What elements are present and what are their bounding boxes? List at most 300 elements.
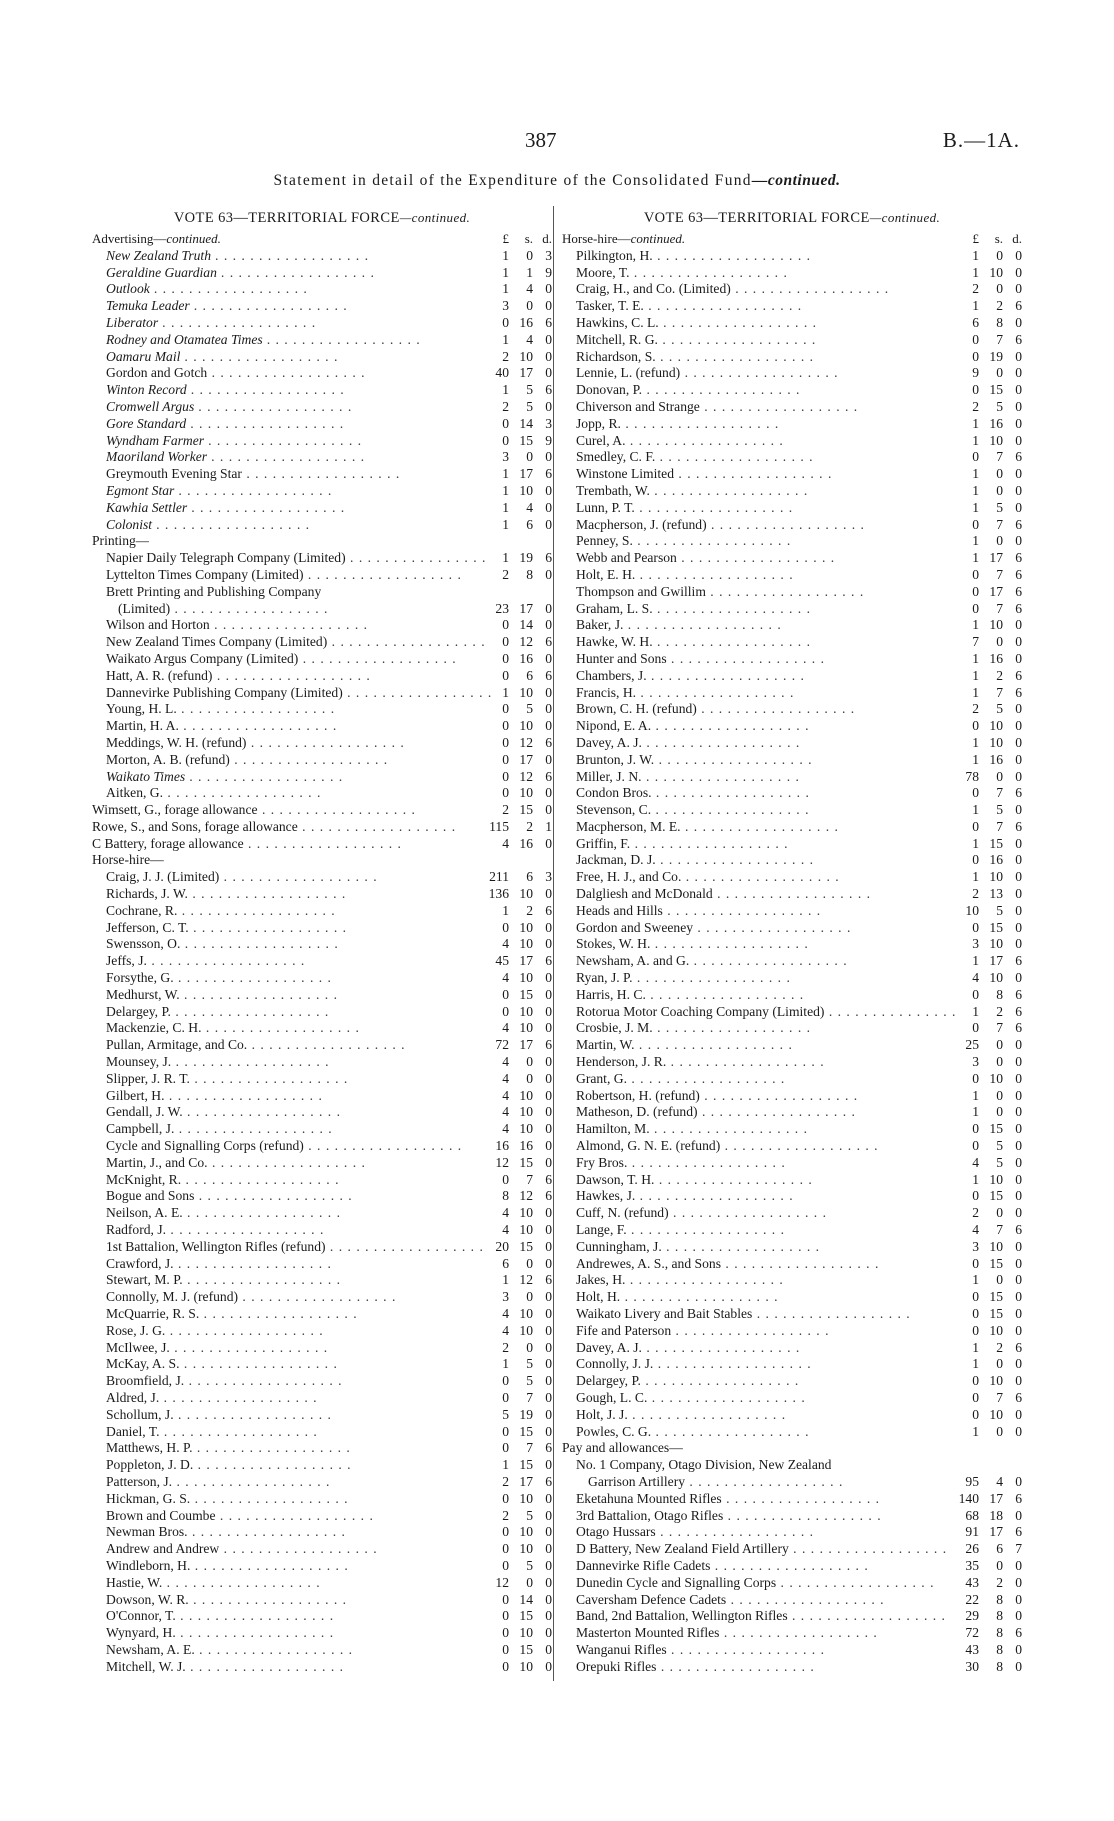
amount: [952, 685, 1022, 702]
payee-label: Brunton, J. W. . .: [576, 752, 813, 769]
expenditure-row: [92, 332, 552, 349]
amount-pounds: 0: [502, 701, 509, 717]
amount-pounds: 40: [495, 365, 509, 381]
expenditure-row: [92, 1155, 552, 1172]
amount-shillings: 16: [519, 1138, 533, 1154]
amount-pence: 6: [1015, 583, 1022, 599]
amount-pence: 0: [545, 1490, 552, 1506]
amount-pence: 0: [545, 1507, 552, 1523]
amount-pounds: 72: [965, 1625, 979, 1641]
amount: [952, 332, 1022, 349]
amount-pounds: 0: [502, 768, 509, 784]
amount-pounds: 0: [972, 1188, 979, 1204]
amount-pence: 0: [545, 684, 552, 700]
amount-shillings: 15: [989, 1121, 1003, 1137]
amount-shillings: 19: [989, 348, 1003, 364]
expenditure-row: [562, 1289, 1022, 1306]
payee-label: Band, 2nd Battalion, Wellington Rifles . .: [576, 1608, 946, 1625]
amount-shillings: 16: [519, 650, 533, 666]
amount-pence: 6: [1015, 298, 1022, 314]
payee-label: Delargey, P. . .: [106, 1004, 329, 1021]
amount-pounds: 1: [972, 247, 979, 263]
expenditure-row: [562, 433, 1022, 450]
amount-pounds: 6: [502, 1255, 509, 1271]
amount-shillings: 10: [519, 718, 533, 734]
payee-label: Brett Printing and Publishing Company: [106, 583, 322, 599]
amount-shillings: 7: [996, 516, 1003, 532]
payee-label: Craig, H., and Co. (Limited) . .: [576, 281, 889, 298]
amount-shillings: 10: [519, 785, 533, 801]
payee-label: Matthews, H. P. . .: [106, 1440, 351, 1457]
amount-pence: 0: [1015, 1272, 1022, 1288]
payee-label: Baker, J. . .: [576, 617, 782, 634]
amount: [482, 886, 552, 903]
amount-shillings: 8: [996, 314, 1003, 330]
expenditure-row: [92, 1508, 552, 1525]
amount-pence: 6: [1015, 1490, 1022, 1506]
amount: [952, 1037, 1022, 1054]
amount-pounds: 2: [502, 802, 509, 818]
amount-pounds: 1: [502, 247, 509, 263]
amount-shillings: 15: [519, 1457, 533, 1473]
amount-pence: 0: [1015, 1154, 1022, 1170]
amount-pence: 0: [545, 718, 552, 734]
amount: [952, 1440, 1022, 1457]
amount-pence: 6: [545, 1037, 552, 1053]
payee-label: Delargey, P. . .: [576, 1373, 799, 1390]
expenditure-row: [562, 533, 1022, 550]
amount: [482, 1306, 552, 1323]
payee-label: Greymouth Evening Star . .: [106, 466, 400, 483]
amount-pounds: 0: [972, 1306, 979, 1321]
expenditure-row: [562, 265, 1022, 282]
right-rows: [562, 248, 1022, 1676]
amount-pence: 6: [1015, 1222, 1022, 1238]
expenditure-row: [92, 449, 552, 466]
payee-label: Fife and Paterson . .: [576, 1323, 829, 1340]
amount-pounds: 0: [502, 1608, 509, 1624]
amount-shillings: 17: [989, 1524, 1003, 1540]
amount: [952, 1659, 1022, 1676]
unit-pence: d.: [1012, 231, 1022, 246]
amount-shillings: 8: [526, 566, 533, 582]
expenditure-row: [562, 1155, 1022, 1172]
amount: [482, 1625, 552, 1642]
amount: [482, 617, 552, 634]
amount: [482, 1071, 552, 1088]
amount-shillings: 14: [519, 1591, 533, 1607]
payee-label: Webb and Pearson . .: [576, 550, 835, 567]
amount-pence: 0: [1015, 852, 1022, 868]
amount-shillings: 5: [526, 1356, 533, 1372]
amount-pounds: 0: [972, 1289, 979, 1305]
amount-pounds: 0: [972, 919, 979, 935]
amount-shillings: 10: [519, 1541, 533, 1557]
expenditure-row: [562, 685, 1022, 702]
amount-pence: 0: [545, 1138, 552, 1154]
amount-pounds: 3: [972, 1238, 979, 1254]
amount-shillings: 10: [989, 617, 1003, 633]
payee-label: Martin, J., and Co. . .: [106, 1155, 366, 1172]
amount-shillings: 10: [989, 1322, 1003, 1338]
amount-pence: 0: [1015, 1289, 1022, 1305]
amount-shillings: 6: [526, 516, 533, 532]
amount-shillings: 10: [989, 734, 1003, 750]
amount-pence: 0: [545, 1406, 552, 1422]
payee-label: Young, H. L. . .: [106, 701, 335, 718]
amount-shillings: 15: [989, 1255, 1003, 1271]
expenditure-row: [92, 1407, 552, 1424]
amount-pence: 0: [545, 1003, 552, 1019]
expenditure-row: [92, 1121, 552, 1138]
amount-pence: 0: [545, 331, 552, 347]
amount: [482, 1188, 552, 1205]
amount-shillings: 15: [519, 1423, 533, 1439]
payee-label: Rowe, S., and Sons, forage allowance . .: [92, 819, 456, 836]
expenditure-row: [92, 852, 552, 869]
payee-label: Crosbie, J. M. . .: [576, 1020, 811, 1037]
expenditure-row: [92, 718, 552, 735]
amount-shillings: 10: [989, 1406, 1003, 1422]
left-section-label: [92, 231, 221, 248]
amount: [952, 1592, 1022, 1609]
expenditure-row: [92, 466, 552, 483]
amount-pence: 0: [1015, 936, 1022, 952]
statement-title-continued: —continued.: [751, 172, 841, 189]
payee-label: Donovan, P. . .: [576, 382, 800, 399]
amount: [952, 1424, 1022, 1441]
amount: [482, 416, 552, 433]
expenditure-row: [562, 1356, 1022, 1373]
expenditure-row: [562, 1608, 1022, 1625]
amount-pence: 6: [1015, 1389, 1022, 1405]
amount: [482, 281, 552, 298]
amount-pence: 0: [1015, 768, 1022, 784]
amount-shillings: 16: [519, 314, 533, 330]
expenditure-row: [562, 886, 1022, 903]
amount-shillings: 0: [526, 247, 533, 263]
amount-pence: 0: [545, 785, 552, 801]
amount: [952, 1172, 1022, 1189]
amount-pence: 0: [1015, 1608, 1022, 1624]
amount-pounds: 20: [495, 1238, 509, 1254]
column-divider: [553, 206, 554, 1681]
amount: [952, 1188, 1022, 1205]
amount-shillings: 10: [519, 1490, 533, 1506]
payee-label: Mounsey, J. . .: [106, 1054, 330, 1071]
amount: [482, 315, 552, 332]
amount-shillings: 1: [526, 264, 533, 280]
amount: [952, 567, 1022, 584]
expenditure-row: [92, 920, 552, 937]
amount: [952, 1642, 1022, 1659]
amount-pence: 0: [1015, 734, 1022, 750]
expenditure-row: [92, 1340, 552, 1357]
amount-pence: 0: [545, 398, 552, 414]
expenditure-row: [92, 1037, 552, 1054]
payee-label: Stokes, W. H. . .: [576, 936, 809, 953]
amount: [952, 399, 1022, 416]
expenditure-row: [92, 819, 552, 836]
amount-pence: 6: [545, 466, 552, 482]
payee-label: Hawkins, C. L. . .: [576, 315, 817, 332]
expenditure-row: [92, 382, 552, 399]
amount-pence: 0: [545, 1356, 552, 1372]
amount-pounds: 1: [502, 516, 509, 532]
right-vote-heading: [562, 207, 1022, 229]
amount-pounds: 1: [972, 499, 979, 515]
amount-pounds: 72: [495, 1037, 509, 1053]
amount-shillings: 0: [996, 768, 1003, 784]
amount-pounds: 1: [972, 617, 979, 633]
amount: [482, 433, 552, 450]
amount-shillings: 0: [996, 1423, 1003, 1439]
amount: [482, 1054, 552, 1071]
expenditure-row: [562, 1625, 1022, 1642]
payee-label: Waikato Times . .: [106, 769, 344, 786]
expenditure-row: [562, 1020, 1022, 1037]
amount-shillings: 4: [526, 281, 533, 297]
amount-pence: 6: [545, 1171, 552, 1187]
amount-shillings: 17: [989, 953, 1003, 969]
amount-pence: 0: [545, 1524, 552, 1540]
amount-pounds: 0: [972, 852, 979, 868]
amount-pounds: 16: [495, 1138, 509, 1154]
amount-pence: 0: [1015, 1591, 1022, 1607]
payee-label: Cuff, N. (refund) . .: [576, 1205, 827, 1222]
expenditure-row: [92, 1222, 552, 1239]
amount: [952, 718, 1022, 735]
amount: [952, 550, 1022, 567]
payee-label: Gordon and Gotch . .: [106, 365, 366, 382]
amount-pence: 0: [1015, 382, 1022, 398]
payee-label: McIlwee, J. . .: [106, 1340, 328, 1357]
amount-pence: 0: [1015, 415, 1022, 431]
expenditure-row: [92, 1205, 552, 1222]
amount-pence: 0: [1015, 1087, 1022, 1103]
expenditure-row: [562, 1222, 1022, 1239]
amount-pounds: 4: [502, 1070, 509, 1086]
payee-label: Martin, H. A. . .: [106, 718, 337, 735]
amount-pence: 0: [545, 936, 552, 952]
amount: [952, 1138, 1022, 1155]
expenditure-row: [92, 265, 552, 282]
expenditure-row: [562, 1474, 1022, 1491]
expenditure-row: [562, 1306, 1022, 1323]
amount-pounds: 4: [502, 1322, 509, 1338]
amount-pounds: 2: [502, 1507, 509, 1523]
payee-label: Hawkes, J. . .: [576, 1188, 794, 1205]
amount-shillings: 0: [526, 1574, 533, 1590]
amount-shillings: 12: [519, 1188, 533, 1204]
payee-label: Gordon and Sweeney . .: [576, 920, 851, 937]
amount: [482, 1558, 552, 1575]
amount-shillings: 0: [996, 365, 1003, 381]
amount-pounds: 10: [965, 902, 979, 918]
amount-pounds: 5: [502, 1406, 509, 1422]
amount: [482, 1592, 552, 1609]
expenditure-row: [562, 936, 1022, 953]
expenditure-row: [562, 1440, 1022, 1457]
amount-pence: 0: [1015, 466, 1022, 482]
amount-pounds: 0: [972, 986, 979, 1002]
payee-label: No. 1 Company, Otago Division, New Zealand: [576, 1457, 832, 1473]
amount: [482, 1424, 552, 1441]
amount-pence: 6: [1015, 1524, 1022, 1540]
amount-shillings: 8: [996, 1658, 1003, 1674]
amount-pence: 0: [1015, 1037, 1022, 1053]
amount: [482, 1138, 552, 1155]
amount-pounds: 0: [972, 1121, 979, 1137]
amount-shillings: 0: [996, 281, 1003, 297]
amount-shillings: 10: [519, 936, 533, 952]
expenditure-row: [92, 1004, 552, 1021]
payee-label: Geraldine Guardian . .: [106, 265, 375, 282]
expenditure-row: [92, 1306, 552, 1323]
amount-shillings: 10: [519, 1322, 533, 1338]
amount: [482, 651, 552, 668]
payee-label: Cochrane, R. . .: [106, 903, 336, 920]
expenditure-row: [562, 852, 1022, 869]
payee-label: Davey, A. J. . .: [576, 1340, 800, 1357]
amount-pence: 0: [545, 1289, 552, 1305]
payee-label: Free, H. J., and Co. . .: [576, 869, 840, 886]
amount-pence: 0: [1015, 1188, 1022, 1204]
payee-label: Lennie, L. (refund) . .: [576, 365, 839, 382]
amount-pounds: 1: [972, 1087, 979, 1103]
amount-pence: 0: [1015, 314, 1022, 330]
amount-pence: 6: [1015, 684, 1022, 700]
expenditure-row: [562, 802, 1022, 819]
amount: [482, 1155, 552, 1172]
expenditure-row: [92, 668, 552, 685]
payee-label: Penney, S. . .: [576, 533, 791, 550]
amount-shillings: 17: [519, 1037, 533, 1053]
expenditure-row: [562, 1407, 1022, 1424]
amount-pounds: 1: [972, 667, 979, 683]
expenditure-row: [92, 1104, 552, 1121]
amount-pounds: 0: [502, 1591, 509, 1607]
amount-shillings: 12: [519, 734, 533, 750]
payee-label: Swensson, O. . .: [106, 936, 339, 953]
amount-pounds: 1: [972, 298, 979, 314]
amount-shillings: 0: [996, 247, 1003, 263]
amount: [482, 248, 552, 265]
amount-pence: 0: [1015, 1121, 1022, 1137]
amount-pounds: 4: [502, 1205, 509, 1221]
expenditure-row: [562, 869, 1022, 886]
amount-shillings: 10: [519, 482, 533, 498]
payee-label: Lange, F. . .: [576, 1222, 785, 1239]
amount-pounds: 12: [495, 1154, 509, 1170]
expenditure-row: [562, 668, 1022, 685]
amount-shillings: 5: [996, 802, 1003, 818]
amount: [482, 584, 552, 601]
amount: [952, 920, 1022, 937]
expenditure-row: [92, 1239, 552, 1256]
amount: [952, 1457, 1022, 1474]
right-column: [562, 207, 1022, 1676]
amount-pence: 0: [1015, 365, 1022, 381]
payee-label: Condon Bros. . .: [576, 785, 810, 802]
amount: [482, 1356, 552, 1373]
amount-shillings: 10: [519, 684, 533, 700]
expenditure-row: [92, 1625, 552, 1642]
payee-label: Griffin, F. . .: [576, 836, 789, 853]
payee-label: Holt, E. H. . .: [576, 567, 794, 584]
amount-pounds: 78: [965, 768, 979, 784]
expenditure-row: [562, 601, 1022, 618]
amount: [952, 1407, 1022, 1424]
amount-shillings: 0: [526, 298, 533, 314]
amount-pence: 0: [545, 600, 552, 616]
payee-label: Gendall, J. W. . .: [106, 1104, 341, 1121]
amount-pounds: 2: [972, 886, 979, 902]
amount-pounds: 0: [972, 449, 979, 465]
amount-pounds: 8: [502, 1188, 509, 1204]
payee-label: Graham, L. S. . .: [576, 601, 811, 618]
amount: [952, 382, 1022, 399]
payee-label: 1st Battalion, Wellington Rifles (refund) . .: [106, 1239, 484, 1256]
expenditure-row: [562, 987, 1022, 1004]
amount-pence: 0: [1015, 1406, 1022, 1422]
amount-shillings: 16: [519, 835, 533, 851]
amount-pence: 0: [545, 1339, 552, 1355]
amount-shillings: 16: [989, 650, 1003, 666]
amount-shillings: 8: [996, 1591, 1003, 1607]
amount-pence: 0: [1015, 1423, 1022, 1439]
payee-label: Mitchell, W. J. . .: [106, 1659, 344, 1676]
amount-shillings: 0: [526, 1070, 533, 1086]
expenditure-row: [92, 1256, 552, 1273]
amount-pounds: 0: [972, 1138, 979, 1154]
amount-pence: 0: [1015, 1205, 1022, 1221]
expenditure-row: [92, 1356, 552, 1373]
amount-pence: 0: [545, 516, 552, 532]
left-column-header-row: [92, 231, 552, 248]
amount: [952, 1020, 1022, 1037]
expenditure-row: [562, 1642, 1022, 1659]
payee-label: Broomfield, J. . .: [106, 1373, 343, 1390]
payee-label: McKay, A. S. . .: [106, 1356, 338, 1373]
amount-pence: 0: [545, 919, 552, 935]
amount: [482, 735, 552, 752]
expenditure-row: [92, 1373, 552, 1390]
expenditure-row: [562, 466, 1022, 483]
amount: [482, 1272, 552, 1289]
amount-shillings: 10: [989, 718, 1003, 734]
amount: [482, 1172, 552, 1189]
amount-pence: 0: [545, 1306, 552, 1321]
amount-pence: 0: [1015, 1054, 1022, 1070]
expenditure-row: [562, 1104, 1022, 1121]
amount-shillings: 0: [996, 1104, 1003, 1120]
amount-shillings: 7: [996, 684, 1003, 700]
amount-shillings: 5: [526, 398, 533, 414]
amount-pounds: 23: [495, 600, 509, 616]
amount-pence: 6: [545, 634, 552, 650]
left-section-continued: continued.: [166, 231, 221, 246]
amount-shillings: 7: [996, 449, 1003, 465]
payee-label: Powles, C. G. . .: [576, 1424, 810, 1441]
amount-pence: 0: [1015, 1473, 1022, 1489]
expenditure-row: [562, 248, 1022, 265]
amount: [952, 1541, 1022, 1558]
amount-pence: 0: [1015, 634, 1022, 650]
amount-pounds: 25: [965, 1037, 979, 1053]
amount-pounds: 0: [502, 919, 509, 935]
payee-label: Rotorua Motor Coaching Company (Limited) . .: [576, 1004, 961, 1021]
